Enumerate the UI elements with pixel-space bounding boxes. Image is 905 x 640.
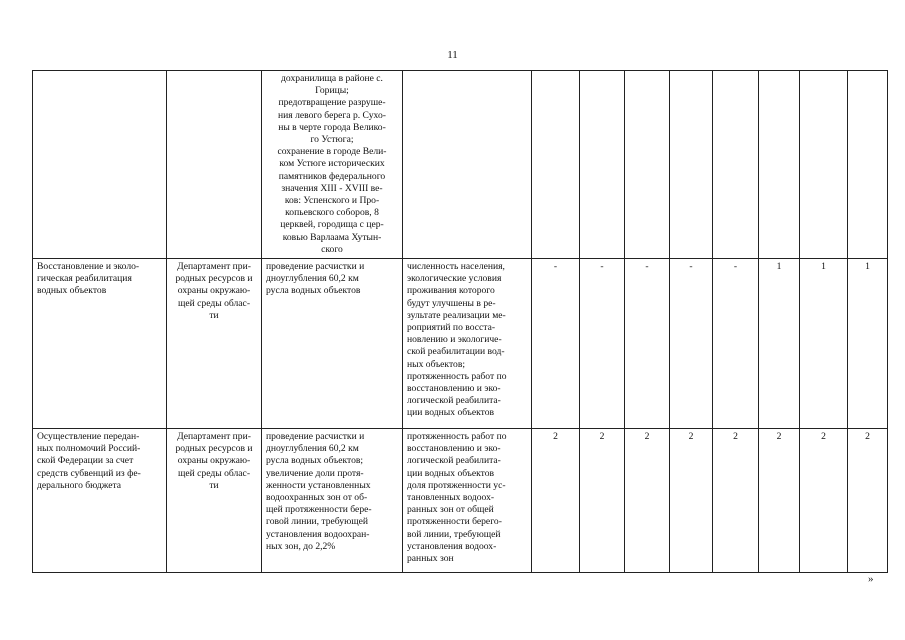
value-cell <box>670 71 713 259</box>
indicator-cell: протяженность работ по восстановлению и эко- логической реабилита- ции водных объектов доля протяженности ус- тановленных водоох- ранных зон от общей протяженности берего- вой линии, требующей установления водоох- ранных зон <box>403 429 532 573</box>
measure-cell <box>33 71 167 259</box>
value-cell <box>800 71 848 259</box>
executor-cell: Департамент при- родных ресурсов и охраны окружаю- щей среды облас- ти <box>167 429 262 573</box>
executor-cell <box>167 71 262 259</box>
value-cell <box>759 71 800 259</box>
indicator-cell: численность населения, экологические условия проживания которого будут улучшены в ре- зультате реализации ме- роприятий по восста- новлению и экологиче- ской реабилитации вод- ных объектов; протяженность работ по восстановлению и эко- логической реабилита- ции водных объектов <box>403 259 532 429</box>
value-cell: 1 <box>800 259 848 429</box>
value-cell <box>580 71 625 259</box>
value-cell: 2 <box>625 429 670 573</box>
value-cell: 1 <box>759 259 800 429</box>
result-cell: проведение расчистки и дноуглубления 60,2 км русла водных объектов <box>262 259 403 429</box>
value-cell: - <box>625 259 670 429</box>
value-cell: - <box>670 259 713 429</box>
value-cell: 2 <box>759 429 800 573</box>
measure-cell: Осуществление передан- ных полномочий Россий- ской Федерации за счет средств субвенций из фе- дерального бюджета <box>33 429 167 573</box>
value-cell <box>713 71 759 259</box>
value-cell <box>532 71 580 259</box>
executor-cell: Департамент при- родных ресурсов и охраны окружаю- щей среды облас- ти <box>167 259 262 429</box>
value-cell <box>625 71 670 259</box>
indicator-cell <box>403 71 532 259</box>
table-row <box>33 429 888 573</box>
result-cell: дохранилища в районе с. Горицы; предотвращение разруше- ния левого берега р. Сухо- ны в черте города Велико- го Устюга; сохранение в городе Вели- ком Устюге исторических памятников федерального значения XIII - XVIII ве- ков: Успенского и Про- копьевского соборов, 8 церквей, городища с цер- ковью Варлаама Хутын- ского <box>262 71 403 259</box>
value-cell: 2 <box>713 429 759 573</box>
program-table <box>32 70 888 573</box>
value-cell: - <box>532 259 580 429</box>
page-number: 11 <box>447 49 458 61</box>
value-cell: 2 <box>580 429 625 573</box>
value-cell: - <box>713 259 759 429</box>
value-cell: 2 <box>532 429 580 573</box>
table-row <box>33 71 888 259</box>
value-cell: 2 <box>848 429 888 573</box>
value-cell <box>848 71 888 259</box>
value-cell: - <box>580 259 625 429</box>
value-cell: 1 <box>848 259 888 429</box>
closing-quote: » <box>868 573 874 585</box>
value-cell: 2 <box>800 429 848 573</box>
value-cell: 2 <box>670 429 713 573</box>
table-row <box>33 259 888 429</box>
result-cell: проведение расчистки и дноуглубления 60,2 км русла водных объектов; увеличение доли протя- женности установленных водоохранных зон от об- щей протяженности бере- говой линии, требующей установления водоохран- ных зон, до 2,2% <box>262 429 403 573</box>
measure-cell: Восстановление и эколо- гическая реабилитация водных объектов <box>33 259 167 429</box>
